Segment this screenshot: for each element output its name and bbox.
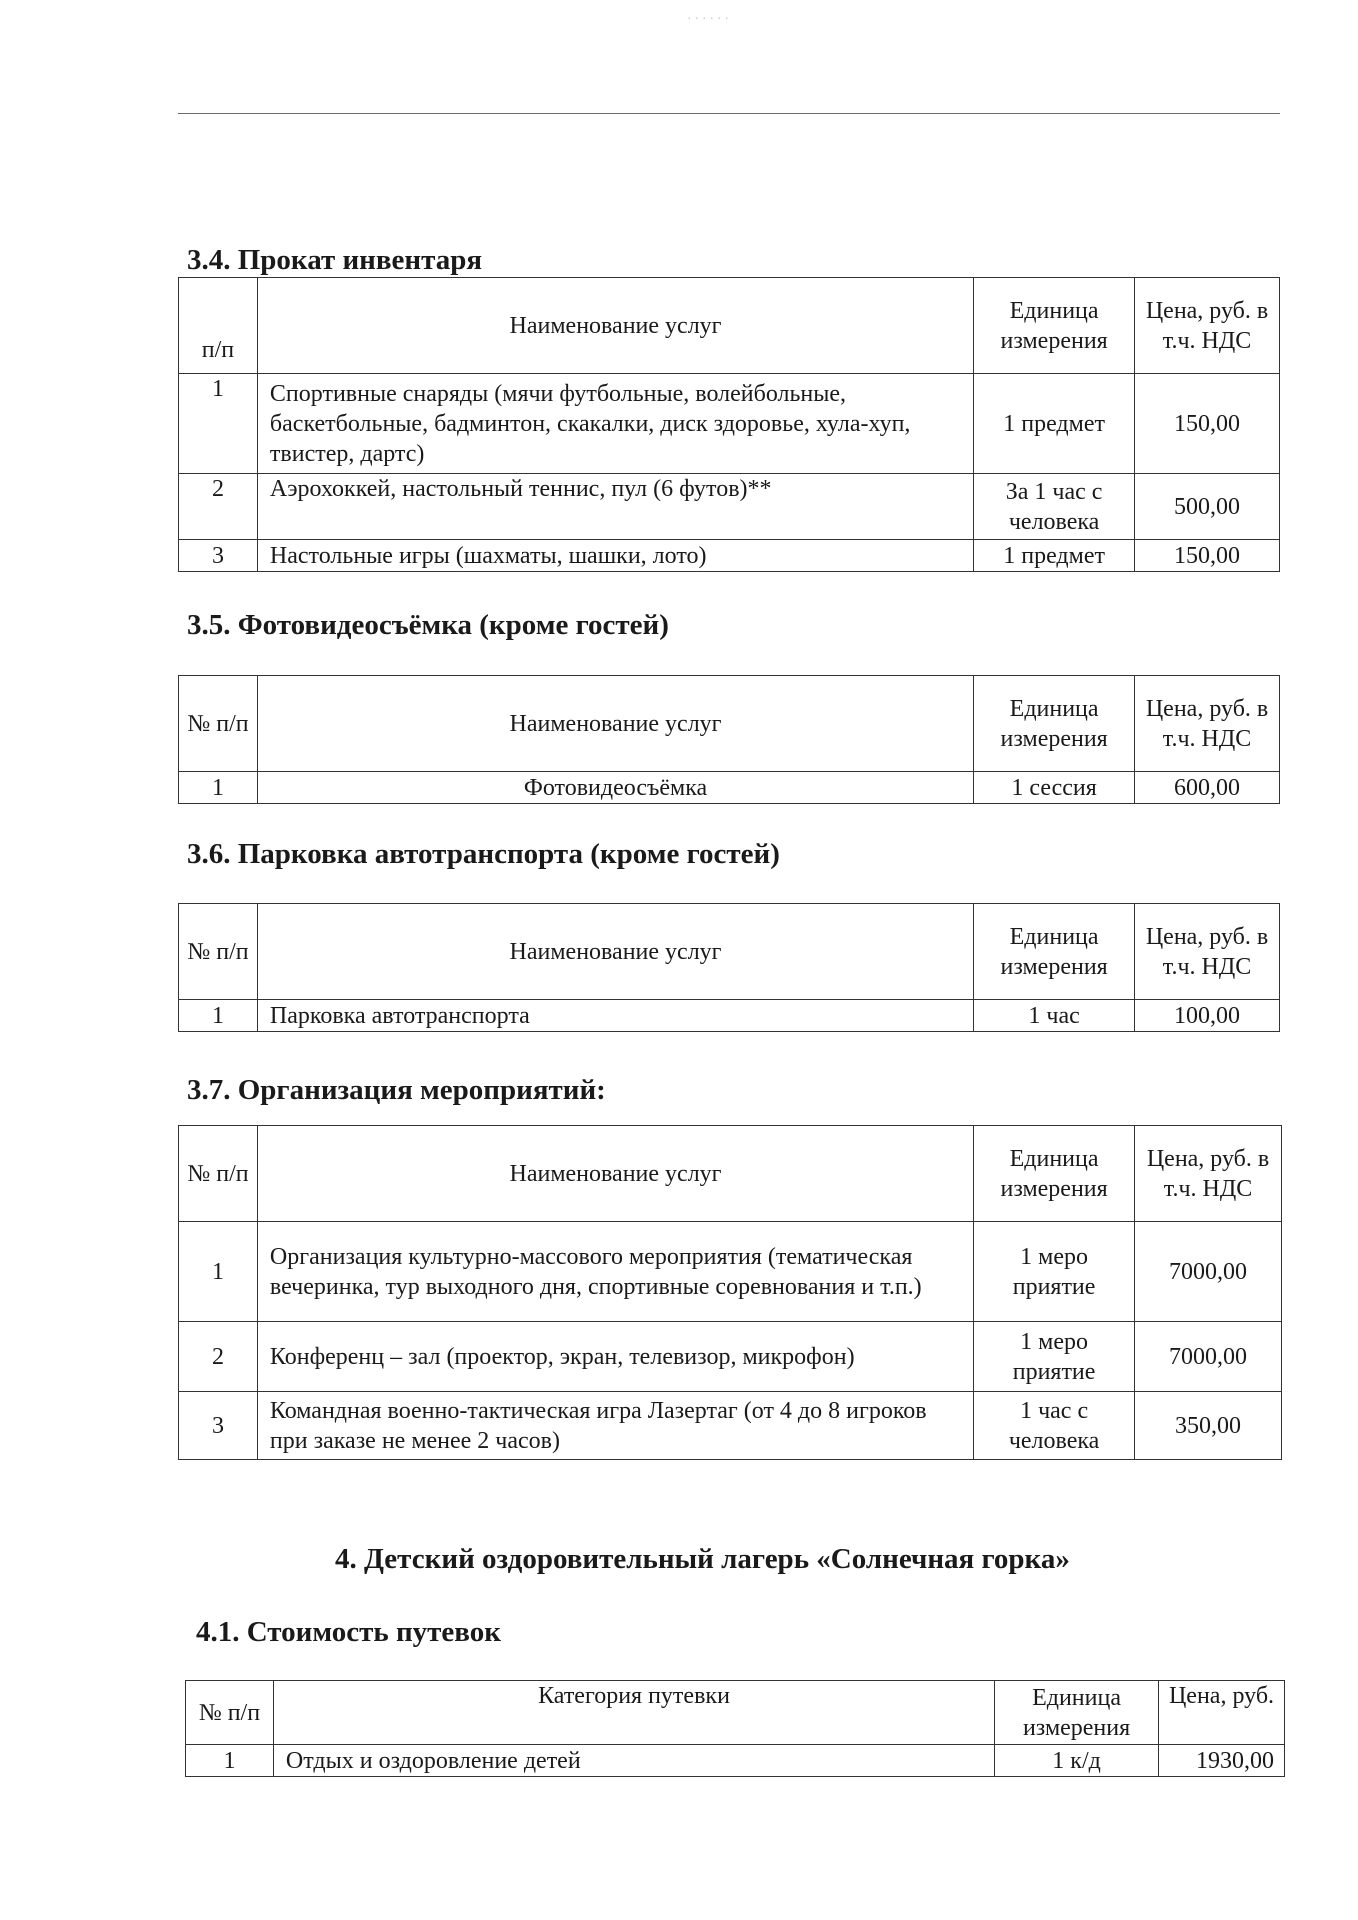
cell-num: 1 bbox=[179, 772, 258, 804]
section-title-3-4: 3.4. Прокат инвентаря bbox=[187, 244, 483, 276]
cell-num: 3 bbox=[179, 540, 258, 572]
col-header-price: Цена, руб. в т.ч. НДС bbox=[1135, 1126, 1282, 1222]
cell-unit: За 1 час с человека bbox=[974, 474, 1135, 540]
section-title-4: 4. Детский оздоровительный лагерь «Солнечная горка» bbox=[335, 1543, 1070, 1575]
cell-price: 600,00 bbox=[1135, 772, 1280, 804]
table-row bbox=[179, 1222, 1282, 1322]
cell-unit: 1 час с человека bbox=[974, 1392, 1135, 1460]
col-header-unit: Единица измерения bbox=[974, 1126, 1135, 1222]
table-row bbox=[179, 540, 1280, 572]
section-title-3-6: 3.6. Парковка автотранспорта (кроме гостей) bbox=[187, 838, 780, 870]
cell-name: Аэрохоккей, настольный теннис, пул (6 футов)** bbox=[257, 474, 973, 540]
cell-num: 1 bbox=[186, 1745, 274, 1777]
cell-price: 100,00 bbox=[1135, 1000, 1280, 1032]
table-parking bbox=[178, 903, 1280, 1032]
col-header-price: Цена, руб. в т.ч. НДС bbox=[1135, 904, 1280, 1000]
table-header-row bbox=[179, 1126, 1282, 1222]
cell-price: 500,00 bbox=[1135, 474, 1280, 540]
cell-unit: 1 к/д bbox=[995, 1745, 1159, 1777]
table-photo bbox=[178, 675, 1280, 804]
col-header-num: № п/п bbox=[179, 904, 258, 1000]
table-row bbox=[179, 374, 1280, 474]
table-row bbox=[179, 772, 1280, 804]
cell-name: Фотовидеосъёмка bbox=[257, 772, 973, 804]
col-header-name: Наименование услуг bbox=[257, 904, 973, 1000]
cell-num: 1 bbox=[179, 1222, 258, 1322]
col-header-name: Наименование услуг bbox=[257, 278, 973, 374]
cell-name: Отдых и оздоровление детей bbox=[273, 1745, 994, 1777]
cell-name: Организация культурно-массового мероприятия (тематическая вечеринка, тур выходного дня, спортивные соревнования и т.п.) bbox=[257, 1222, 973, 1322]
cell-num: 1 bbox=[179, 374, 258, 474]
cell-price: 7000,00 bbox=[1135, 1322, 1282, 1392]
section-title-4-1: 4.1. Стоимость путевок bbox=[196, 1616, 501, 1648]
cell-unit: 1 предмет bbox=[974, 374, 1135, 474]
table-row bbox=[179, 1000, 1280, 1032]
col-header-num: № п/п bbox=[179, 1126, 258, 1222]
col-header-price: Цена, руб. bbox=[1159, 1681, 1285, 1745]
table-rental bbox=[178, 277, 1280, 572]
cell-name: Парковка автотранспорта bbox=[257, 1000, 973, 1032]
table-row bbox=[179, 1392, 1282, 1460]
col-header-unit: Единица измерения bbox=[974, 904, 1135, 1000]
col-header-name: Наименование услуг bbox=[257, 1126, 973, 1222]
cell-unit: 1 меро приятие bbox=[974, 1322, 1135, 1392]
cell-price: 7000,00 bbox=[1135, 1222, 1282, 1322]
col-header-unit: Единица измерения bbox=[974, 278, 1135, 374]
col-header-price: Цена, руб. в т.ч. НДС bbox=[1135, 278, 1280, 374]
cell-unit: 1 час bbox=[974, 1000, 1135, 1032]
section-title-3-7: 3.7. Организация мероприятий: bbox=[187, 1074, 606, 1106]
col-header-num: № п/п bbox=[179, 676, 258, 772]
cell-price: 1930,00 bbox=[1159, 1745, 1285, 1777]
faint-page-header: ...... bbox=[687, 8, 733, 23]
cell-num: 3 bbox=[179, 1392, 258, 1460]
cell-unit: 1 предмет bbox=[974, 540, 1135, 572]
table-header-row bbox=[179, 904, 1280, 1000]
table-row bbox=[186, 1745, 1285, 1777]
cell-unit: 1 сессия bbox=[974, 772, 1135, 804]
cell-num: 1 bbox=[179, 1000, 258, 1032]
cell-num: 2 bbox=[179, 1322, 258, 1392]
table-header-row bbox=[179, 676, 1280, 772]
col-header-name: Наименование услуг bbox=[257, 676, 973, 772]
cell-num: 2 bbox=[179, 474, 258, 540]
table-vouchers bbox=[185, 1680, 1285, 1777]
header-rule bbox=[178, 113, 1280, 114]
col-header-unit: Единица измерения bbox=[974, 676, 1135, 772]
table-row bbox=[179, 1322, 1282, 1392]
cell-unit: 1 меро приятие bbox=[974, 1222, 1135, 1322]
col-header-name: Категория путевки bbox=[273, 1681, 994, 1745]
section-title-3-5: 3.5. Фотовидеосъёмка (кроме гостей) bbox=[187, 609, 669, 641]
table-header-row bbox=[179, 278, 1280, 374]
cell-price: 150,00 bbox=[1135, 374, 1280, 474]
table-row bbox=[179, 474, 1280, 540]
col-header-num: п/п bbox=[179, 278, 258, 374]
cell-name: Командная военно-тактическая игра Лазертаг (от 4 до 8 игроков при заказе не менее 2 часов) bbox=[257, 1392, 973, 1460]
col-header-unit: Единица измерения bbox=[995, 1681, 1159, 1745]
cell-price: 350,00 bbox=[1135, 1392, 1282, 1460]
cell-name: Спортивные снаряды (мячи футбольные, волейбольные, баскетбольные, бадминтон, скакалки, диск здоровье, хула-хуп, твистер, дартс) bbox=[257, 374, 973, 474]
col-header-num: № п/п bbox=[186, 1681, 274, 1745]
table-events bbox=[178, 1125, 1282, 1460]
col-header-price: Цена, руб. в т.ч. НДС bbox=[1135, 676, 1280, 772]
cell-name: Конференц – зал (проектор, экран, телевизор, микрофон) bbox=[257, 1322, 973, 1392]
cell-name: Настольные игры (шахматы, шашки, лото) bbox=[257, 540, 973, 572]
cell-price: 150,00 bbox=[1135, 540, 1280, 572]
table-header-row bbox=[186, 1681, 1285, 1745]
